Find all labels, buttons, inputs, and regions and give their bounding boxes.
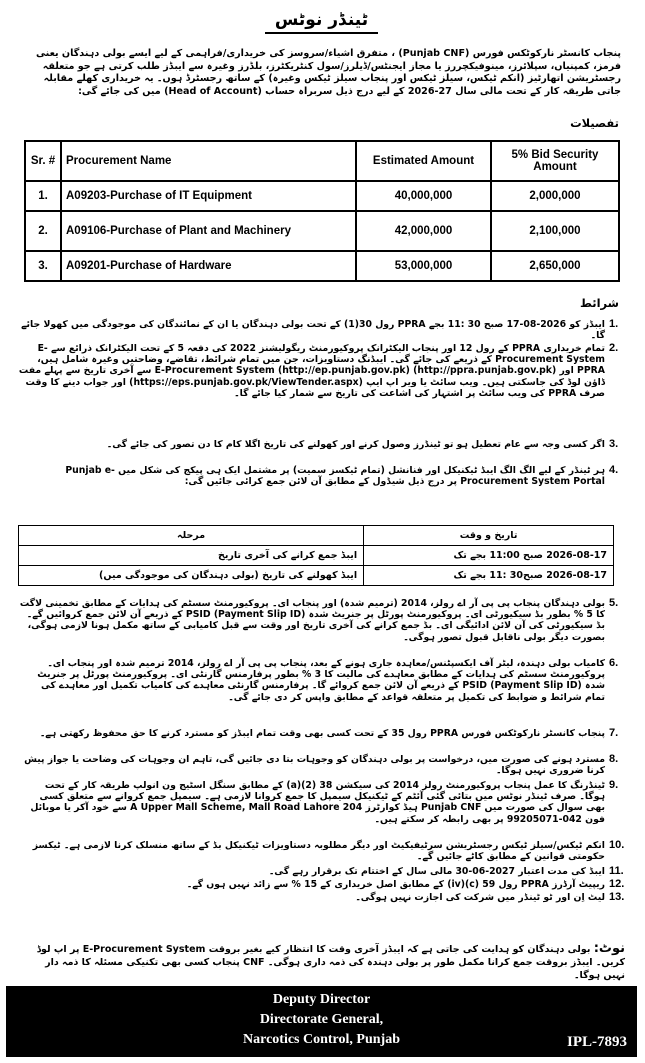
condition-number: 13. [609,891,625,903]
list-item [18,728,625,754]
table-row [19,546,614,566]
list-item [18,343,625,439]
procurement-table [24,140,620,282]
row-sr: 1. [25,181,61,211]
list-item [18,754,625,780]
row-sr: 2. [25,211,61,251]
condition-number: 6. [609,657,619,669]
row-stage: ایبڈ جمع کرانے کی آخری تاریخ [19,546,364,566]
row-amount: 42,000,000 [356,211,491,251]
row-datetime: 2026-08-17 صبح 11:00 بجے تک [364,546,614,566]
condition-text: مسترد ہونے کی صورت میں، درخواست پر بولی دہندگان کو وجوہات بتا دی جائیں گی، تاہم ان وجوہات کی وضاحت یا جواز پیش کرنا ضروری نہیں ہوگا۔ [24,754,605,777]
row-amount: 40,000,000 [356,181,491,211]
condition-number: 3. [609,438,619,450]
condition-text: انکم ٹیکس/سیلز ٹیکس رجسٹریشن سرٹیفیکیٹ اور دیگر مطلوبہ دستاویزات ٹیکنیکل بڈ کے ساتھ منسلک کرنا لازمی ہے۔ ٹیکسز حکومتی قوانین کے مطابق کاٹے جائیں گے۔ [32,840,605,863]
condition-number: 9. [609,779,619,791]
row-security: 2,000,000 [491,181,619,211]
conditions-list-a [18,319,625,501]
condition-number: 8. [609,753,619,765]
condition-number: 4. [609,464,619,476]
signatory-title: Deputy Director [272,992,371,1007]
intro-paragraph: پنجاب کانسٹر نارکوٹکس فورس (Punjab CNF) ، متفرق اشیاء/سروسز کی خریداری/فراہمی کے لیے ایسے بولی دہندگان یعنی فرمز، کمپنیاں، سپلائرز، مینوفیکچررز یا مجاز ایجنٹس/ڈیلرز/سول کنٹریکٹرز، بلڈرز وغیرہ سے ایبڈز طلب کرتی ہے جو متعلقہ رجسٹریشن اتھارٹیز (انکم ٹیکس، سیلز ٹیکس اور پنجاب سیلز ٹیکس وغیرہ) کے ساتھ رجسٹرڈ ہوں۔ یہ خریداری کھلے مقابلہ جاتی طریقہ کار کے تحت مالی سال 27-2026 کے لیے درج ذیل سربراہ حساب (Head of Account) میں کی جائے گی: [35,48,621,97]
signature-block [6,990,637,1050]
condition-text: ریپیٹ آرڈرز PPRA رول 59 (c)(iv) کے مطابق اصل خریداری کے 15 % سے زائد نہیں ہوں گے۔ [186,879,605,890]
col-name: Procurement Name [61,141,356,181]
list-item [18,658,625,728]
condition-text: ٹینڈرنگ کا عمل پنجاب پروکیورمنٹ رولز 2014 کی سیکشن 38 (2)(a) کے مطابق سنگل اسٹیج ون انولپ طریقہ کار کے تحت ہوگا۔ صرف ٹینڈر نوٹس میں بتائی گئی آئٹم کے ٹیکنیکل سیمپل کا جمع کروانا لازمی ہے۔ سیمپل جمع کروانے سے متعلق کسی بھی سوال کی صورت میں Punjab CNF ہیڈ کوارٹرز 204 A Upper Mall Scheme, Mall Road Lahore سے خود آکر یا موبائل فون 042-99205071 پر بھی رابطہ کر سکتے ہیں۔ [30,780,605,825]
condition-text: کامیاب بولی دہندہ، لیٹر آف ایکسپٹنس/معاہدہ جاری ہونے کے بعد، پنجاب پی پی آر اے رولز، 2014 ترمیم شدہ اور پنجاب ای۔ پروکیورمنٹ سسٹم کی ہدایات کے مطابق معاہدے کی مالیت کا 3 % بطور پرفارمنس گارنٹی ای۔ پروکیورمنٹ پورٹل پر جنریٹ شدہ PSID (Payment Slip ID) کے ذریعے آن لائن جمع کروائے گا۔ پرفارمنس گارنٹی معاہدے کی کامیاب تکمیل اور معاہدے کی تمام شرائط و ضوابط کی تکمیل پر متعلقہ قواعد کے مطابق واپس کر دی جائے گی۔ [37,658,605,703]
note-label: نوٹ: [593,941,625,956]
condition-number: 10. [609,839,625,851]
condition-text: پنجاب کانسٹر نارکوٹکس فورس PPRA رول 35 کے تحت کسی بھی وقت تمام ایبڈز کو مسترد کرنے کا حق محفوظ رکھتی ہے۔ [39,728,605,739]
condition-number: 12. [609,878,625,890]
list-item [18,866,625,879]
col-security: 5% Bid Security Amount [491,141,619,181]
signature-footer [6,986,637,1057]
condition-text: ہر ٹینڈر کے لیے الگ الگ ایبڈ ٹیکنیکل اور فنانشل (تمام ٹیکسز سمیت) پر مشتمل ایک ہی پیکج کی شکل میں Punjab e-Procurement System Portal پر درج ذیل شیڈول کے مطابق آن لائن جمع کرائی جائیں گی: [65,465,605,488]
schedule-table-header [19,526,614,546]
notice-title: ٹینڈر نوٹس [6,10,637,34]
list-item [18,840,625,866]
row-name: A09106-Purchase of Plant and Machinery [61,211,356,251]
table-row [19,566,614,586]
list-item [18,319,625,343]
col-amount: Estimated Amount [356,141,491,181]
col-datetime: تاریخ و وقت [364,526,614,546]
schedule-table [18,525,614,586]
row-datetime: 2026-08-17 صبح30 :11 بجے تک [364,566,614,586]
ipl-reference: IPL-7893 [567,1034,627,1050]
col-sr: Sr. # [25,141,61,181]
conditions-heading: شرائط [579,296,619,310]
list-item [18,892,625,905]
condition-text: ایبڈز کو 2026-08-17 صبح 30 :11 بجے PPRA رول 30(1) کے تحت بولی دہندگان یا ان کے نمائندگان کی موجودگی میں کھولا جائے گا۔ [21,319,605,342]
condition-text: اگر کسی وجہ سے عام تعطیل ہو تو ٹینڈرز وصول کرنے اور کھولنے کی تاریخ اگلا کام کا دن تصور کی جائے گی۔ [106,439,605,450]
list-item [18,879,625,892]
list-item [18,439,625,465]
row-security: 2,650,000 [491,251,619,281]
condition-number: 5. [609,597,619,609]
tender-notice-page [6,6,637,1057]
condition-text: ایبڈ کی مدت اعتبار 2027-06-30 مالی سال کے اختتام تک برقرار رہے گی۔ [268,866,605,877]
procurement-table-header [25,141,619,181]
list-item [18,465,625,501]
condition-text: لیٹ اِن اور ٹو ٹینڈر میں شرکت کی اجازت نہیں ہوگی۔ [355,892,605,903]
row-name: A09203-Purchase of IT Equipment [61,181,356,211]
row-name: A09201-Purchase of Hardware [61,251,356,281]
row-stage: ایبڈ کھولنے کی تاریخ (بولی دہندگان کی موجودگی میں) [19,566,364,586]
details-heading: تفصیلات [570,116,619,130]
condition-number: 11. [609,865,624,877]
condition-number: 7. [609,727,619,739]
table-row [25,181,619,211]
list-item [18,598,625,658]
list-item [18,780,625,840]
condition-text: تمام خریداری PPRA کے رول 12 اور پنجاب الیکٹرانک پروکیورمنٹ ریگولیشنز 2022 کی دفعہ 5 کے تحت الیکٹرانک ذرائع سے E-Procurement System کے ذریعے کی جائے گی۔ ایبڈنگ دستاویزات، جن میں تمام شرائط، تقاضے، وضاحتیں وغیرہ شامل ہیں، PPRA اور E-Procurement System (http://ep.punjab.gov.pk) (http://ppra.punjab.gov.pk) سے آخری تاریخ سے پہلے مفت ڈاؤن لوڈ کی جاسکتی ہیں۔ ویب سائٹ یا ویر اپ ایپ (https://eps.punjab.gov.pk/ViewTender.aspx) اور جواب دینے کا وقت صرف PPRA کی ویب سائٹ پر اشتہار کی اشاعت کی تاریخ سے شمار کیا جائے گا۔ [18,343,605,399]
conditions-list-b [18,598,625,905]
condition-number: 1. [609,318,619,330]
row-amount: 53,000,000 [356,251,491,281]
row-security: 2,100,000 [491,211,619,251]
note-paragraph [26,942,625,982]
row-sr: 3. [25,251,61,281]
signatory-office: Directorate General, [259,1012,384,1027]
table-row [25,211,619,251]
table-row [25,251,619,281]
condition-number: 2. [609,342,619,354]
note-text: بولی دہندگان کو ہدایت کی جاتی ہے کہ ایبڈز آخری وقت کا انتظار کیے بغیر بروقت E-Procurement System پر اپ لوڈ کریں۔ ایبڈز بروقت جمع کرانا مکمل طور پر بولی دہندہ کی ذمہ داری ہوگی۔ CNF پنجاب کسی بھی تکنیکی مسئلہ کا ذمہ دار نہیں ہوگا۔ [36,944,625,981]
signatory-department: Narcotics Control, Punjab [243,1032,400,1047]
col-stage: مرحلہ [19,526,364,546]
condition-text: بولی دہندگان پنجاب پی پی آر اے رولز، 2014 (ترمیم شدہ) اور پنجاب ای۔ پروکیورمنٹ سسٹم کی ہدایات کے مطابق تخمینی لاگت کا 5 % بطور بڈ سیکیورٹی ای۔ پروکیورمنٹ پورٹل پر جنریٹ شدہ PSID (Payment Slip ID) کے ذریعے آن لائن جمع کروائیں گے۔ بڈ سیکیورٹی کی آن لائن ادائیگی ای۔ بڈ جمع کرانے کی آخری تاریخ اور وقت سے قبل کامیابی کے ساتھ مکمل ہونا لازمی ہوگی، بصورت دیگر بولی ناقابل قبول تصور ہوگی۔ [19,598,605,643]
